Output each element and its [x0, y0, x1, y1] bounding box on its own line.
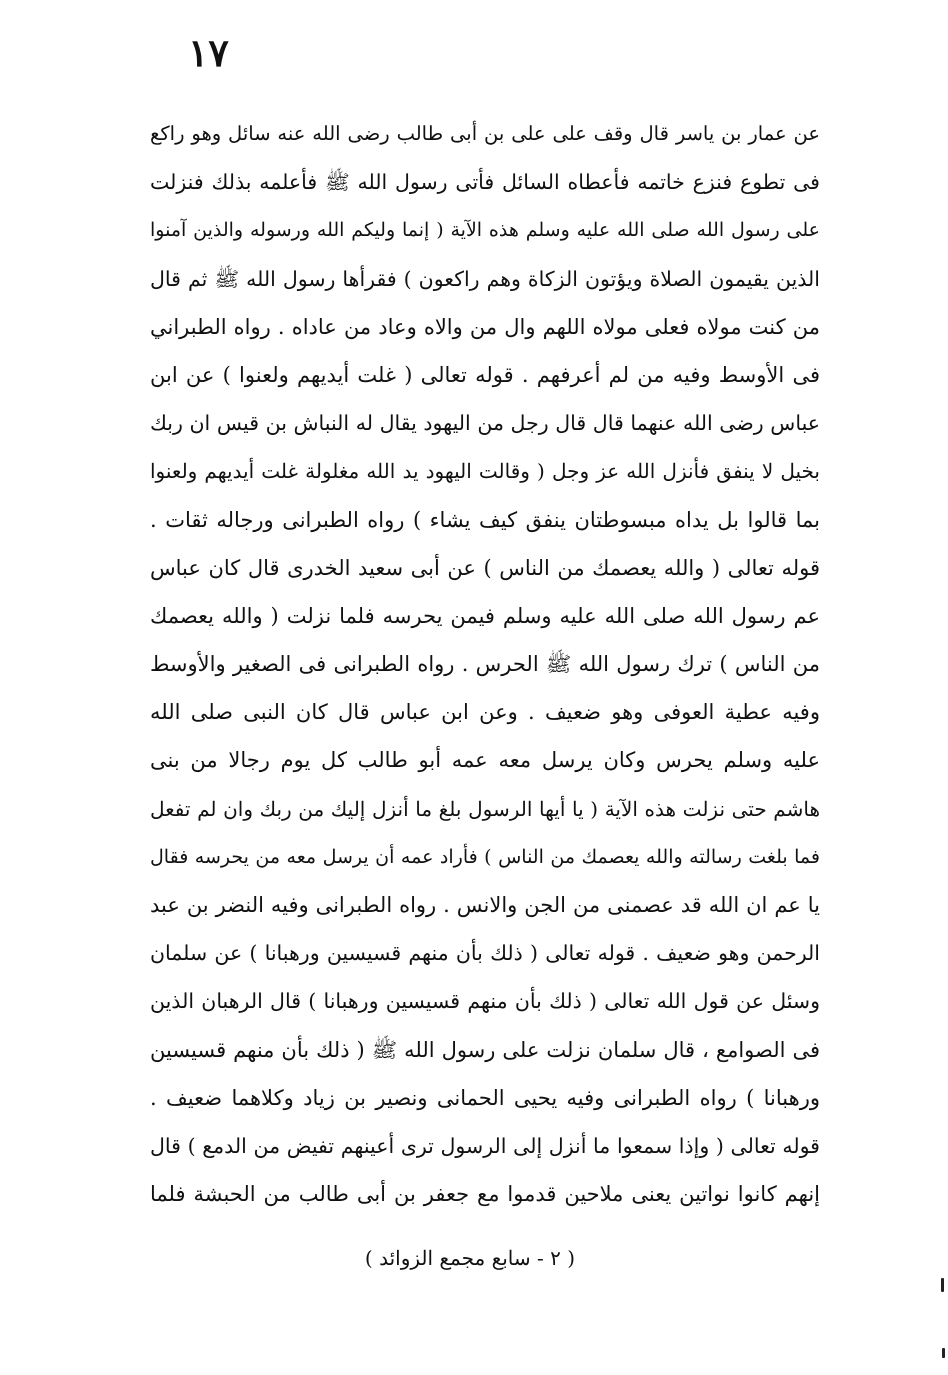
text-line: يا عم ان الله قد عصمنى من الجن والانس . رواه الطبرانى وفيه النضر بن عبد	[150, 893, 820, 917]
text-line: قوله تعالى ( والله يعصمك من الناس ) عن أبى سعيد الخدرى قال كان عباس	[150, 555, 820, 580]
text-line: من الناس ) ترك رسول الله ﷺ الحرس . رواه الطبرانى فى الصغير والأوسط	[150, 652, 820, 677]
text-line: عليه وسلم يحرس وكان يرسل معه عمه أبو طالب كل يوم رجالا من بنى	[150, 748, 820, 773]
text-line: عم رسول الله صلى الله عليه وسلم فيمن يحرسه فلما نزلت ( والله يعصمك	[150, 603, 820, 628]
scan-edge-mark	[941, 1278, 944, 1292]
text-line: من كنت مولاه فعلى مولاه اللهم وال من والاه وعاد من عاداه . رواه الطبراني	[150, 314, 820, 339]
text-line: فى الصوامع ، قال سلمان نزلت على رسول الله ﷺ ( ذلك بأن منهم قسيسين	[150, 1037, 820, 1062]
text-line: فى تطوع فنزع خاتمه فأعطاه السائل فأتى رسول الله ﷺ فأعلمه بذلك فنزلت	[150, 170, 820, 195]
text-line: الذين يقيمون الصلاة ويؤتون الزكاة وهم راكعون ) فقرأها رسول الله ﷺ ثم قال	[150, 266, 820, 291]
text-line: بخيل لا ينفق فأنزل الله عز وجل ( وقالت اليهود يد الله مغلولة غلت أيديهم ولعنوا	[150, 459, 820, 484]
text-line: فى الأوسط وفيه من لم أعرفهم . قوله تعالى ( غلت أيديهم ولعنوا ) عن ابن	[150, 362, 820, 387]
text-line: ورهبانا ) رواه الطبرانى وفيه يحيى الحمانى ونصير بن زياد وكلاهما ضعيف .	[150, 1085, 820, 1110]
page-number: ١٧	[188, 30, 229, 75]
text-line: عباس رضى الله عنهما قال قال رجل من اليهود يقال له النباش بن قيس ان ربك	[150, 411, 820, 436]
text-line: بما قالوا بل يداه مبسوطتان ينفق كيف يشاء ) رواه الطبرانى ورجاله ثقات .	[150, 507, 820, 532]
text-line: إنهم كانوا نواتين يعنى ملاحين قدموا مع جعفر بن أبى طالب من الحبشة فلما	[150, 1182, 820, 1207]
text-line: فما بلغت رسالته والله يعصمك من الناس ) فأراد عمه أن يرسل معه من يحرسه فقال	[150, 845, 820, 868]
footer-signature: ( ٢ - سابع مجمع الزوائد )	[364, 1246, 576, 1270]
scan-edge-mark	[942, 1348, 945, 1358]
text-line: وسئل عن قول الله تعالى ( ذلك بأن منهم قسيسين ورهبانا ) قال الرهبان الذين	[150, 989, 820, 1014]
text-line: وفيه عطية العوفى وهو ضعيف . وعن ابن عباس قال كان النبى صلى الله	[150, 700, 820, 725]
text-line: على رسول الله صلى الله عليه وسلم هذه الآية ( إنما وليكم الله ورسوله والذين آمنوا	[150, 219, 820, 242]
text-line: هاشم حتى نزلت هذه الآية ( يا أيها الرسول بلغ ما أنزل إليك من ربك وان لم تفعل	[150, 796, 820, 821]
text-line: الرحمن وهو ضعيف . قوله تعالى ( ذلك بأن منهم قسيسين ورهبانا ) عن سلمان	[150, 941, 820, 966]
body-text	[150, 110, 820, 1218]
text-line: عن عمار بن ياسر قال وقف على على بن أبى طالب رضى الله عنه سائل وهو راكع	[150, 122, 820, 145]
text-line: قوله تعالى ( وإذا سمعوا ما أنزل إلى الرسول ترى أعينهم تفيض من الدمع ) قال	[150, 1133, 820, 1158]
